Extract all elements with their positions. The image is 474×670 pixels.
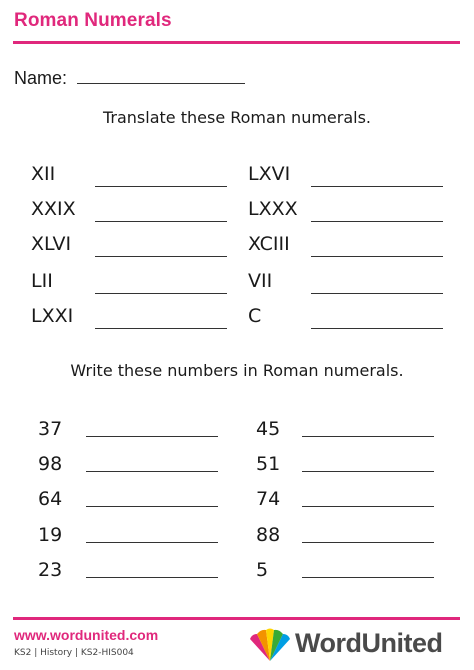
answer-line[interactable]: [311, 256, 443, 257]
answer-line[interactable]: [95, 256, 227, 257]
name-label: Name:: [14, 68, 68, 88]
answer-line[interactable]: [302, 506, 434, 507]
top-divider: [13, 41, 460, 44]
answer-line[interactable]: [311, 221, 443, 222]
answer-line[interactable]: [302, 577, 434, 578]
number-item-1: 37: [38, 418, 63, 440]
section1-instruction: Translate these Roman numerals.: [102, 108, 372, 127]
section2-instruction: Write these numbers in Roman numerals.: [70, 361, 404, 380]
roman-item-10: C: [248, 305, 262, 327]
answer-line[interactable]: [86, 542, 218, 543]
brand-logo: [248, 625, 462, 667]
brand-fan-icon: [248, 625, 292, 665]
number-item-5: 23: [38, 559, 63, 581]
number-item-7: 51: [256, 453, 281, 475]
answer-line[interactable]: [302, 542, 434, 543]
number-item-2: 98: [38, 453, 63, 475]
answer-line[interactable]: [86, 436, 218, 437]
answer-line[interactable]: [95, 293, 227, 294]
roman-item-8: XCIII: [248, 233, 290, 255]
number-item-4: 19: [38, 524, 63, 546]
footer-meta: KS2 | History | KS2-HIS004: [14, 648, 134, 658]
answer-line[interactable]: [86, 471, 218, 472]
roman-item-3: XLVI: [31, 233, 72, 255]
roman-item-1: XII: [31, 163, 56, 185]
roman-item-4: LII: [31, 270, 53, 292]
bottom-divider: [13, 617, 460, 620]
number-item-8: 74: [256, 488, 281, 510]
answer-line[interactable]: [302, 471, 434, 472]
answer-line[interactable]: [86, 577, 218, 578]
number-item-3: 64: [38, 488, 63, 510]
name-input-line[interactable]: [77, 83, 245, 84]
roman-item-6: LXVI: [248, 163, 291, 185]
answer-line[interactable]: [95, 221, 227, 222]
roman-item-9: VII: [248, 270, 273, 292]
answer-line[interactable]: [95, 186, 227, 187]
answer-line[interactable]: [311, 328, 443, 329]
number-item-6: 45: [256, 418, 281, 440]
roman-item-5: LXXI: [31, 305, 74, 327]
number-item-10: 5: [256, 559, 269, 581]
brand-name: WordUnited: [295, 628, 443, 658]
answer-line[interactable]: [95, 328, 227, 329]
number-item-9: 88: [256, 524, 281, 546]
worksheet-title: Roman Numerals: [14, 10, 172, 31]
roman-item-2: XXIX: [31, 198, 76, 220]
answer-line[interactable]: [311, 186, 443, 187]
answer-line[interactable]: [311, 293, 443, 294]
answer-line[interactable]: [86, 506, 218, 507]
footer-url-link[interactable]: www.wordunited.com: [14, 627, 159, 643]
roman-item-7: LXXX: [248, 198, 298, 220]
answer-line[interactable]: [302, 436, 434, 437]
